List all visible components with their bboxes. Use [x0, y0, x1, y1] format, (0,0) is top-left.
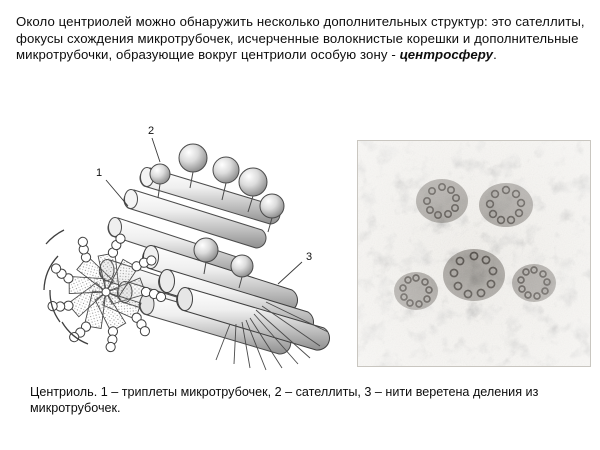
centriole-schematic-drawing [10, 114, 350, 376]
label-2: 2 [148, 125, 155, 137]
figure-caption: Центриоль. 1 – триплеты микротрубочек, 2 – сателлиты, 3 – нити веретена деления из микротрубочек. [30, 385, 539, 416]
body-paragraph-text-tail: . [493, 47, 497, 62]
body-paragraph [16, 14, 586, 64]
body-paragraph-term: центросферу [399, 47, 494, 62]
label-3: 3 [306, 251, 313, 263]
body-paragraph-text: Около центриолей можно обнаружить несколько дополнительных структур: это сателлиты, фокусы схождения микротрубочек, исчерченные волокнистые корешки и дополнительные микротрубочки, образующие вокруг центриоли особую зону - [16, 14, 585, 62]
electron-micrograph [357, 140, 591, 367]
label-1: 1 [96, 167, 103, 179]
figure-area [0, 112, 600, 377]
microtubule-bundle [99, 168, 329, 355]
